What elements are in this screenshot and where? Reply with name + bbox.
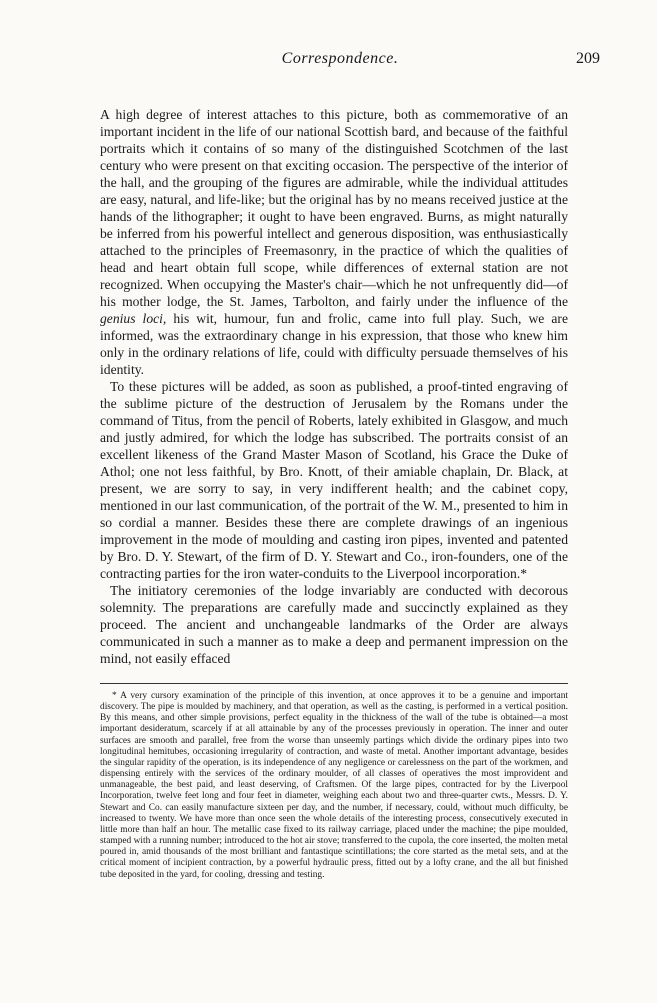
footnote-rule — [100, 683, 568, 684]
running-title: Correspondence. — [281, 50, 399, 67]
genius-loci-italic: genius loci, — [100, 311, 167, 326]
paragraph-1 — [100, 106, 568, 378]
paragraph-3: The initiatory ceremonies of the lodge invariably are conducted with decorous solemnity. The preparations are carefully made and succinctly explained as they proceed. The ancient and unchangeable landmarks of the Order are always communicated in such a manner as to make a deep and permanent impression on the mind, not easily effaced — [100, 583, 568, 666]
paragraph-1-part-a: A high degree of interest attaches to this picture, both as commemorative of an important incident in the life of our national Scottish bard, and because of the faithful portraits which it contains of so many of the distinguished Scotchmen of the last century who were present on that exciting occasion. The perspective of the interior of the hall, and the grouping of the figures are admirable, while the individual attitudes are easy, natural, and life-like; but the original has by no means received justice at the hands of the lithographer; it ought to have been engraved. Burns, as might naturally be inferred from his powerful intellect and generous disposition, was enthusiastically attached to the principles of Freemasonry, in the practice of which the qualities of head and heart obtain full scope, while differences of external station are not recognized. When occupying the Master's chair—which he not unfrequently did—of his mother lodge, the St. James, Tarbolton, and fairly under the influence of the — [100, 107, 568, 309]
body-text — [100, 106, 568, 667]
footnote: * A very cursory examination of the principle of this invention, at once approves it to be a genuine and important discovery. The pipe is moulded by machinery, and that operation, as well as the casting, is performed in a vertical position. By this means, and other simple provisions, perfect equality in the thickness of the wall of the tube is obtained—a most important desideratum, scarcely if at all attainable by any of the processes previously in operation. The inner and outer surfaces are smooth and parallel, free from the worse than unseemly partings which divide the ordinary pipes into two longitudinal hemitubes, occasioning irregularity of contraction, and waste of metal. Another important advantage, besides the singular rapidity of the operation, is its independence of any negligence or carelessness on the part of the workmen, and dispensing entirely with the services of the ordinary moulder, of all classes of operatives the most improvident and unmanageable, the best paid, and least deserving, of Craftsmen. Of the large pipes, contracted for by the Liverpool Incorporation, twelve feet long and four feet in diameter, weighing each about two and three-quarter cwts., Messrs. D. Y. Stewart and Co. can easily manufacture sixteen per day, and the number, if necessary, could, without much difficulty, be increased to twenty. We have more than once seen the whole details of the interesting process, consecutively executed in little more than half an hour. The metallic case fixed to its railway carriage, placed under the machine; the pipe moulded, stamped with a running number; introduced to the hot air stove; transferred to the cupola, the core inserted, the molten metal poured in, amid thousands of the most brilliant and fantastique scintillations; the core started as the metal sets, and at the critical moment of incipient contraction, by a powerful hydraulic press, fitted out by a lofty crane, and the all but finished tube deposited in the yard, for cooling, dressing and testing. — [100, 691, 568, 880]
paragraph-2: To these pictures will be added, as soon as published, a proof-tinted engraving of the sublime picture of the destruction of Jerusalem by the Romans under the command of Titus, from the pencil of Roberts, lately exhibited in Glasgow, and much and justly admired, for which the lodge has subscribed. The portraits consist of an excellent likeness of the Grand Master Mason of Scotland, his Grace the Duke of Athol; one not less faithful, by Bro. Knott, of their amiable chaplain, Dr. Black, at present, we are sorry to say, in very indifferent health; and the cabinet copy, mentioned in our last communication, of the portrait of the W. M., presented to him in so cordial a manner. Besides these there are complete drawings of an ingenious improvement in the mode of moulding and casting iron pipes, invented and patented by Bro. D. Y. Stewart, of the firm of D. Y. Stewart and Co., iron-founders, one of the contracting parties for the iron water-conduits to the Liverpool incorporation.* — [100, 379, 568, 581]
paragraph-1-part-b: his wit, humour, fun and frolic, came into full play. Such, we are informed, was the extraordinary change in his expression, that those who knew him only in the ordinary relations of life, could with difficulty persuade themselves of his identity. — [100, 311, 568, 377]
page-number: 209 — [576, 50, 600, 67]
running-head — [80, 50, 600, 72]
